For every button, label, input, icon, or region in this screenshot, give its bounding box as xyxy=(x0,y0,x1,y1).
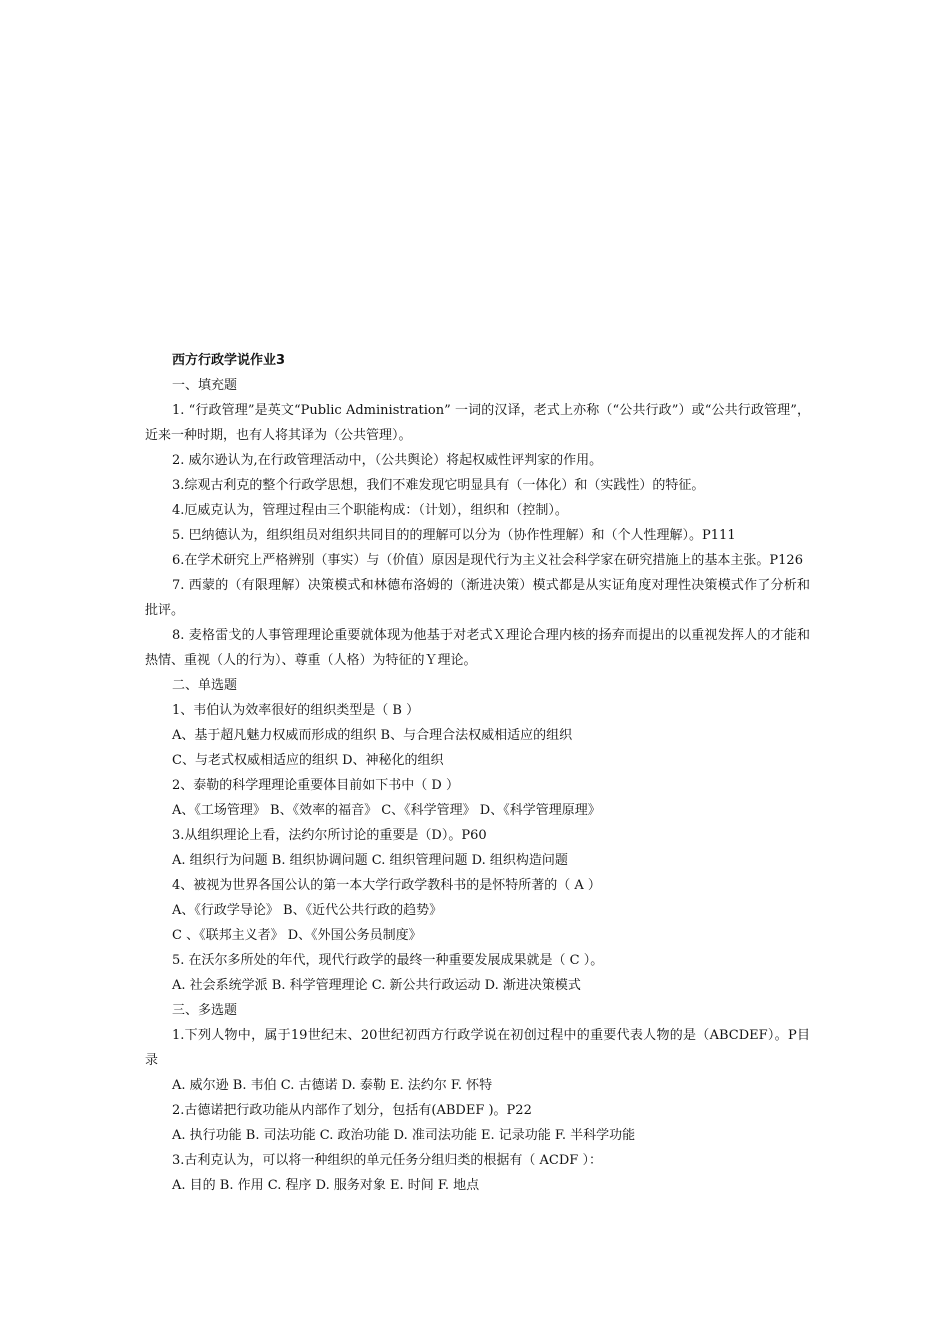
answer-options: A、《工场管理》 B、《效率的福音》 C、《科学管理》 D、《科学管理原理》 xyxy=(172,803,601,818)
question-text: 3.古利克认为，可以将一种组织的单元任务分组归类的根据有（ ACDF ）： xyxy=(172,1153,602,1168)
question-text: 1.下列人物中，属于19世纪末、20世纪初西方行政学说在初创过程中的重要代表人物的是（ABCDEF）。P目录 xyxy=(145,1028,810,1068)
answer-options: C、与老式权威相适应的组织 D、神秘化的组织 xyxy=(172,753,444,768)
question-text: 3.从组织理论上看，法约尔所讨论的重要是（D）。P60 xyxy=(172,828,487,843)
answer-options: A、《行政学导论》 B、《近代公共行政的趋势》 xyxy=(172,903,443,918)
question-text: 2、泰勒的科学理理论重要体目前如下书中（ D ） xyxy=(172,778,459,793)
answer-options: A、基于超凡魅力权威而形成的组织 B、与合理合法权威相适应的组织 xyxy=(172,728,573,743)
question-text: 8. 麦格雷戈的人事管理理论重要就体现为他基于对老式Ｘ理论合理内核的扬弃而提出的以重视发挥人的才能和热情、重视（人的行为）、尊重（人格）为特征的Ｙ理论。 xyxy=(145,628,810,668)
section-heading-single-choice: 二、单选题 xyxy=(172,678,238,693)
question-text: 6.在学术研究上严格辨别（事实）与（价值）原因是现代行为主义社会科学家在研究措施上的基本主张。P126 xyxy=(172,553,803,568)
document-body xyxy=(145,348,810,1198)
question-text: 4.厄威克认为，管理过程由三个职能构成：（计划），组织和（控制）。 xyxy=(172,503,568,518)
answer-options: A. 组织行为问题 B. 组织协调问题 C. 组织管理问题 D. 组织构造问题 xyxy=(172,853,568,868)
document-title: 西方行政学说作业3 xyxy=(172,353,286,368)
question-text: 7. 西蒙的（有限理解）决策模式和林德布洛姆的（渐进决策）模式都是从实证角度对理性决策模式作了分析和批评。 xyxy=(145,578,810,618)
question-text: 5. 巴纳德认为，组织组员对组织共同目的的理解可以分为（协作性理解）和（个人性理解）。P111 xyxy=(172,528,736,543)
question-text: 4、被视为世界各国公认的第一本大学行政学教科书的是怀特所著的（ A ） xyxy=(172,878,601,893)
question-text: 3.综观古利克的整个行政学思想，我们不难发现它明显具有（一体化）和（实践性）的特征。 xyxy=(172,478,705,493)
question-text: 5. 在沃尔多所处的年代，现代行政学的最终一种重要发展成果就是（ C ）。 xyxy=(172,953,604,968)
question-text: 2.古德诺把行政功能从内部作了划分，包括有(ABDEF )。P22 xyxy=(172,1103,532,1118)
answer-options: A. 社会系统学派 B. 科学管理理论 C. 新公共行政运动 D. 渐进决策模式 xyxy=(172,978,581,993)
section-heading-multiple-choice: 三、多选题 xyxy=(172,1003,238,1018)
question-text: 1、韦伯认为效率很好的组织类型是（ B ） xyxy=(172,703,420,718)
answer-options: A. 执行功能 B. 司法功能 C. 政治功能 D. 准司法功能 E. 记录功能 F. 半科学功能 xyxy=(172,1128,636,1143)
question-text: 2. 威尔逊认为,在行政管理活动中，（公共舆论）将起权威性评判家的作用。 xyxy=(172,453,603,468)
answer-options: A. 威尔逊 B. 韦伯 C. 古德诺 D. 泰勒 E. 法约尔 F. 怀特 xyxy=(172,1078,493,1093)
answer-options: A. 目的 B. 作用 C. 程序 D. 服务对象 E. 时间 F. 地点 xyxy=(172,1178,480,1193)
section-heading-fill-in: 一、填充题 xyxy=(172,378,238,393)
answer-options: C 、《联邦主义者》 D、《外国公务员制度》 xyxy=(172,928,422,943)
question-text: 1. “行政管理”是英文“Public Administration” 一词的汉译，老式上亦称（“公共行政”）或“公共行政管理”，近来一种时期，也有人将其译为（公共管理）。 xyxy=(145,403,810,443)
